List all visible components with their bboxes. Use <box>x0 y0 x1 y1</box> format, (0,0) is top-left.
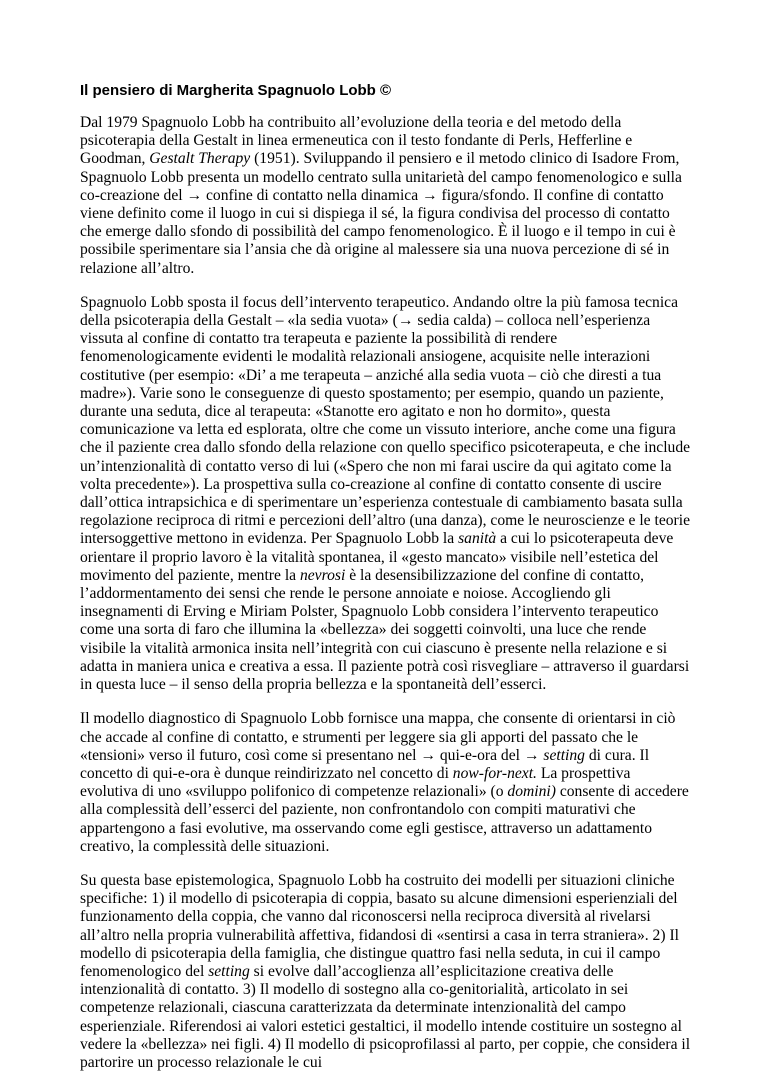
p3-italic-now-for-next: now-for-next. <box>452 764 537 782</box>
p2-italic-nevrosi: nevrosi <box>299 566 346 584</box>
p2-text-e: è la desensibilizzazione del confine di contatto, l’addormentamento dei sensi che rende le persone annoiate e noiose. Accogliendo gli insegnamenti di Erving e Miriam Polster, Spagnuolo Lobb considera l’intervento terapeutico come una sorta di faro che illumina la «bellezza» dei soggetti coinvolti, una luce che rende visibile la vitalità armonica insita nell’integrità con cui ciascuno è presente nella relazione e si adatta in maniera unica e creativa a essa. Il paziente potrà così risvegliare – attraverso il guardarsi in questa luce – il senso della propria bellezza e la spontaneità dell’esserci. <box>80 566 690 694</box>
p3-italic-domini: domini) <box>507 783 556 801</box>
document-page <box>80 82 692 1088</box>
paragraph-2 <box>80 294 692 694</box>
p3-text-a: Il modello diagnostico di Spagnuolo Lobb fornisce una mappa, che consente di orientarsi in ciò che accade al confine di contatto, e strumenti per leggere sia gli apporti del passato che le «tensioni» verso il futuro, così come si presentano nel → qui-e-ora del → <box>80 710 676 764</box>
p3-text-c: di cura. Il concetto di qui-e-ora è dunque reindirizzato nel concetto di <box>80 746 650 782</box>
p4-italic-setting: setting <box>208 962 250 980</box>
p2-text-a: Spagnuolo Lobb sposta il focus dell’intervento terapeutico. Andando oltre la più famosa tecnica della psicoterapia della Gestalt – «la sedia vuota» (→ sedia calda) – colloca nell’esperienza vissuta al confine di contatto tra terapeuta e paziente la possibilità di rendere fenomenologicamente evidenti le modalità relazionali ansiogene, acquisite nelle interazioni costitutive (per esempio: «Di’ a me terapeuta – anziché alla sedia vuota – ciò che diresti a tua madre»). Varie sono le conseguenze di questo spostamento; per esempio, quando un paziente, durante una seduta, dice al terapeuta: «Stanotte ero agitato e non ho dormito», questa comunicazione va letta ed esplorata, oltre che come un vissuto interiore, anche come una figura che il paziente crea dallo sfondo della relazione con quello specifico psicoterapeuta, e che include un’intenzionalità di contatto verso di lui («Spero che non mi farai uscire da qui agitato come la volta precedente»). La prospettiva sulla co-creazione al confine di contatto consente di uscire dall’ottica intrapsichica e di sperimentare un’esperienza contestuale di cambiamento basata sulla regolazione reciproca di ritmi e percezioni dell’altro (una danza), come le neuroscienze e le teorie intersoggettive mettono in evidenza. Per Spagnuolo Lobb la <box>80 293 691 548</box>
paragraph-3 <box>80 710 692 856</box>
paragraph-4 <box>80 872 692 1072</box>
p2-italic-sanita: sanità <box>458 530 497 548</box>
p4-text-a: Su questa base epistemologica, Spagnuolo Lobb ha costruito dei modelli per situazioni cliniche specifiche: 1) il modello di psicoterapia di coppia, basato su alcune dimensioni esperienziali del funzionamento della coppia, che vanno dal riconoscersi nella reciproca diversità al rivelarsi all’altro nella propria vulnerabilità affettiva, fidandosi di «sentirsi a casa in terra straniera». 2) Il modello di psicoterapia della famiglia, che distingue quattro fasi nella seduta, in cui il campo fenomenologico del <box>80 871 679 980</box>
paragraph-1 <box>80 114 692 278</box>
p1-text-a: Dal 1979 Spagnuolo Lobb ha contribuito all’evoluzione della teoria e del metodo della psicoterapia della Gestalt in linea ermeneutica con il testo fondante di Perls, Hefferline e Goodman, <box>80 114 633 168</box>
p3-italic-setting: setting <box>543 746 585 764</box>
p1-italic-gestalt-therapy: Gestalt Therapy <box>149 150 251 168</box>
p2-text-c: a cui lo psicoterapeuta deve orientare il proprio lavoro è la vitalità spontanea, il «gesto mancato» visibile nell’estetica del movimento del paziente, mentre la <box>80 530 674 584</box>
p4-text-c: si evolve dall’accoglienza all’esplicitazione creativa delle intenzionalità di contatto. 3) Il modello di sostegno alla co-genitorialità, articolato in sei competenze relazionali, ciascuna caratterizzata da determinate intenzionalità del campo esperienziale. Riferendosi ai valori estetici gestaltici, il modello intende costituire un sostegno al vedere la «bellezza» nei figli. 4) Il modello di psicoprofilassi al parto, per coppie, che considera il partorire un processo relazionale le cui <box>80 962 691 1071</box>
document-title: Il pensiero di Margherita Spagnuolo Lobb © <box>80 82 392 99</box>
p3-text-g: consente di accedere alla complessità dell’esserci del paziente, non confrontandolo con compiti maturativi che appartengono a fasi evolutive, ma osservando come egli gestisce, attraverso un adattamento creativo, la complessità delle situazioni. <box>80 783 689 855</box>
p3-text-e: La prospettiva evolutiva di uno «sviluppo polifonico di competenze relazionali» (o <box>80 764 631 801</box>
p1-text-c: (1951). Sviluppando il pensiero e il metodo clinico di Isadore From, Spagnuolo Lobb presenta un modello centrato sulla unitarietà del campo fenomenologico e sulla co-creazione del → confine di contatto nella dinamica → figura/sfondo. Il confine di contatto viene definito come il luogo in cui si dispiega il sé, la figura condivisa del processo di contatto che emerge dallo sfondo di possibilità del campo fenomenologico. È il luogo e il tempo in cui è possibile sperimentare sia l’ansia che dà origine al malessere sia una nuova percezione di sé in relazione all’altro. <box>80 150 682 277</box>
